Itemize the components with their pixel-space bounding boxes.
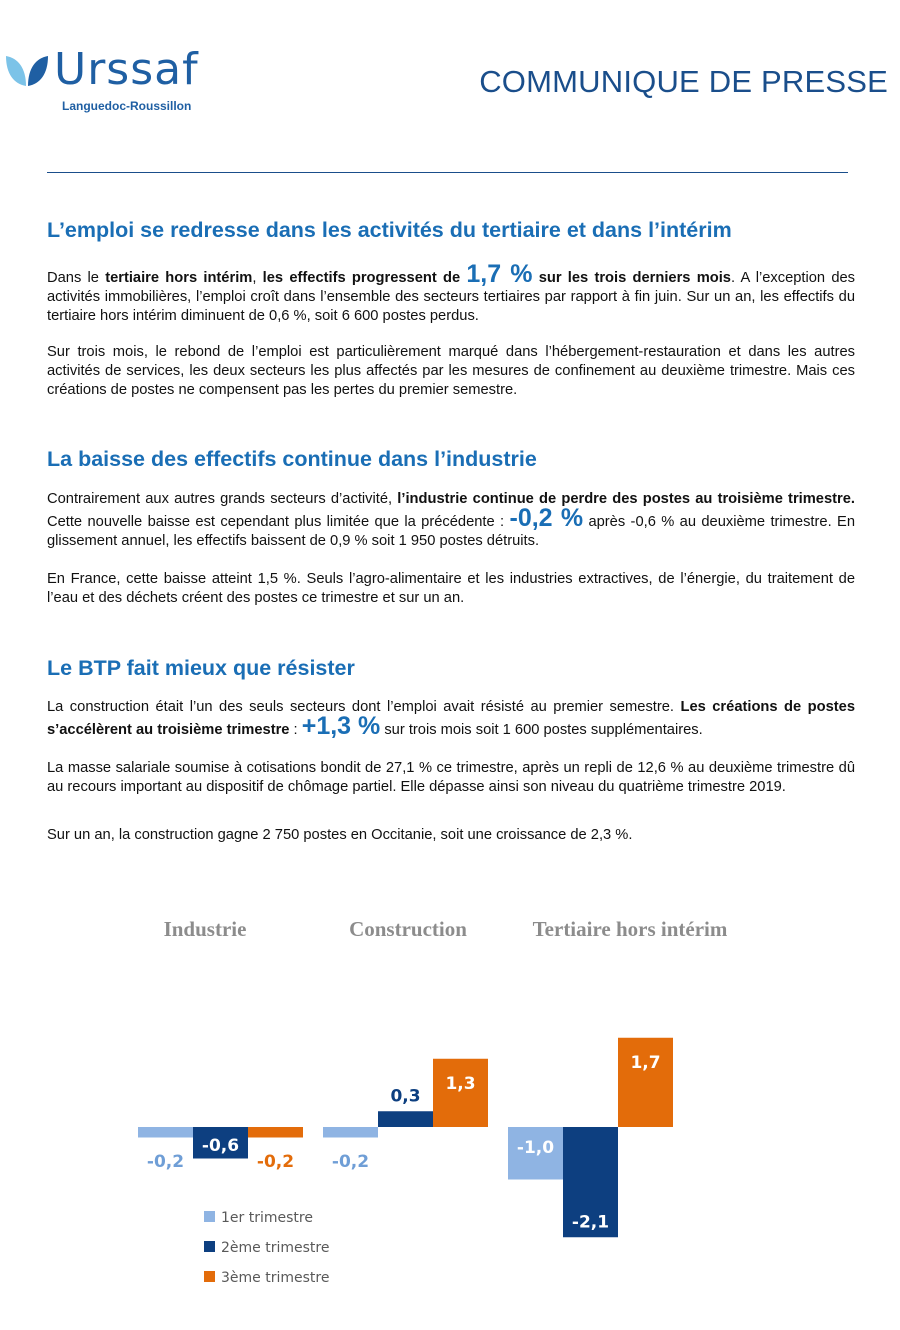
text-run: , (252, 270, 263, 286)
urssaf-logo (4, 46, 244, 116)
data-label: -1,0 (516, 1138, 555, 1158)
data-label: -0,6 (201, 1136, 240, 1156)
section-title-btp: Le BTP fait mieux que résister (47, 656, 355, 680)
paragraph-industrie-1 (47, 490, 855, 550)
bold-text: l’industrie continue de perdre des postes au troisième trimestre. (397, 491, 855, 507)
data-label: 1,7 (630, 1052, 661, 1073)
bold-text: sur les trois derniers mois (532, 270, 731, 286)
chart-bar (378, 1111, 433, 1127)
paragraph-btp-3: Sur un an, la construction gagne 2 750 postes en Occitanie, soit une croissance de 2,3 %. (47, 827, 633, 843)
text-run: Contrairement aux autres grands secteurs d’activité, (47, 491, 398, 507)
chart-bar (618, 1038, 673, 1127)
category-label: Construction (349, 917, 467, 941)
chart-bar (323, 1127, 378, 1138)
text-run: La construction était l’un des seuls secteurs dont l’emploi avait résisté au premier semestre. (47, 699, 681, 715)
legend-swatch (204, 1241, 215, 1252)
text-run: Dans le (47, 270, 106, 286)
legend-swatch (204, 1271, 215, 1282)
legend-swatch (204, 1211, 215, 1222)
data-label: -0,2 (331, 1152, 370, 1172)
paragraph-tertiaire-1 (47, 260, 856, 325)
legend-label: 2ème trimestre (221, 1240, 330, 1256)
press-release-title: COMMUNIQUE DE PRESSE (479, 64, 888, 99)
highlight-figure: -0,2 % (509, 503, 584, 532)
logo-region: Languedoc-Roussillon (62, 99, 192, 113)
legend-label: 3ème trimestre (221, 1270, 330, 1286)
legend-label: 1er trimestre (221, 1210, 313, 1226)
data-label: -2,1 (571, 1212, 610, 1233)
category-label: Industrie (163, 917, 247, 941)
employment-bar-chart (0, 900, 900, 1320)
data-label: -0,2 (256, 1152, 295, 1172)
chart-bar (248, 1127, 303, 1138)
bold-text: les effectifs progressent de (262, 270, 467, 286)
bold-text: Les créations de postes s’accélèrent au troisième trimestre (47, 699, 855, 738)
paragraph-btp-2: La masse salariale soumise à cotisations bondit de 27,1 % ce trimestre, après un repli de 12,6 % au deuxième trimestre dû au recours important au dispositif de chômage partiel. Elle dépasse ainsi son niveau du quatrième trimestre 2019. (47, 760, 855, 795)
text-run: . A l’exception des activités immobilières, l’emploi croît dans l’ensemble des secteurs tertiaires par rapport à fin juin. Sur un an, les effectifs du tertiaire hors intérim diminuent de 0,6 %, soit 6 600 postes perdus. (47, 270, 856, 324)
header-divider (47, 172, 848, 173)
urssaf-logo-mark-icon (4, 52, 50, 96)
chart-bar (138, 1127, 193, 1138)
category-label: Tertiaire hors intérim (532, 917, 728, 941)
section-title-tertiaire: L’emploi se redresse dans les activités du tertiaire et dans l’intérim (47, 218, 732, 242)
highlight-figure: 1,7 % (466, 260, 533, 288)
paragraph-btp-1 (47, 698, 855, 740)
data-label: 1,3 (445, 1073, 476, 1094)
text-run: après -0,6 % au deuxième trimestre. En glissement annuel, les effectifs baissent de 0,9 % soit 1 950 postes détruits. (47, 513, 855, 549)
section-title-industrie: La baisse des effectifs continue dans l’industrie (47, 447, 537, 471)
text-run: sur trois mois soit 1 600 postes supplémentaires. (380, 721, 703, 738)
text-run: Cette nouvelle baisse est cependant plus limitée que la précédente : (47, 513, 510, 530)
logo-wordmark: Urssaf (54, 44, 199, 95)
data-label: 0,3 (390, 1086, 421, 1107)
data-label: -0,2 (146, 1152, 185, 1172)
bold-text: tertiaire hors intérim (105, 270, 253, 286)
paragraph-tertiaire-2: Sur trois mois, le rebond de l’emploi est particulièrement marqué dans l’hébergement-restauration et dans les autres activités de services, les deux secteurs les plus affectés par les mesures de confinement au deuxième trimestre. Mais ces créations de postes ne compensent pas les pertes du premier semestre. (47, 344, 855, 398)
paragraph-industrie-2: En France, cette baisse atteint 1,5 %. Seuls l’agro-alimentaire et les industries extractives, de l’énergie, du traitement de l’eau et des déchets créent des postes ce trimestre et sur un an. (47, 571, 855, 606)
highlight-figure: +1,3 % (301, 711, 381, 740)
text-run: : (289, 721, 302, 738)
